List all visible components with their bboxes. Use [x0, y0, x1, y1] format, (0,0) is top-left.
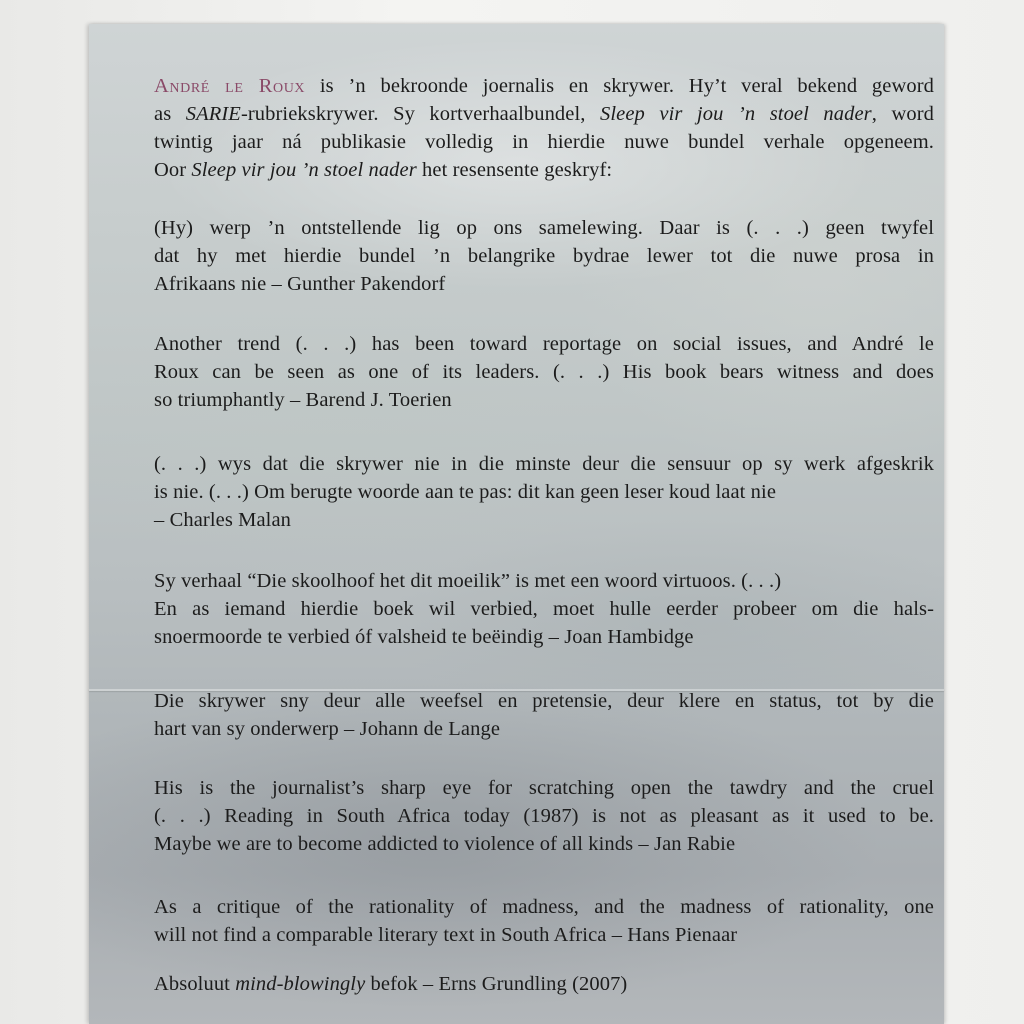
quote-line: hart van sy onderwerp – Johann de Lange — [154, 718, 501, 740]
quote-line: so triumphantly – Barend J. Toerien — [154, 389, 452, 411]
quote-line: Sy verhaal “Die skoolhoof het dit moeilik” is met een woord virtuoos. (. . .) — [154, 570, 782, 592]
quote-line: will not find a comparable literary text in South Africa – Hans Pienaar — [154, 924, 738, 946]
quote-line: (Hy) werp ’n ontstellende lig op ons samelewing. Daar is (. . .) geen twyfel — [154, 217, 934, 239]
review-quote — [154, 450, 934, 534]
book-back-cover — [89, 24, 944, 1024]
blurb-line-2: as SARIE-rubriekskrywer. Sy kortverhaalbundel, Sleep vir jou ’n stoel nader, word — [154, 103, 934, 125]
quote-line: (. . .) Reading in South Africa today (1987) is not as pleasant as it used to be. — [154, 805, 934, 827]
blurb-line-1: André le Roux is ’n bekroonde joernalis en skrywer. Hy’t veral bekend geword — [154, 75, 934, 97]
author-blurb — [154, 72, 934, 184]
author-name: André le Roux — [154, 75, 306, 97]
quote-line: Absoluut mind-blowingly befok – Erns Grundling (2007) — [154, 973, 628, 995]
review-quote — [154, 774, 934, 858]
blurb-line-3: twintig jaar ná publikasie volledig in hierdie nuwe bundel verhale opgeneem. — [154, 131, 934, 153]
quote-line: snoermoorde te verbied óf valsheid te beëindig – Joan Hambidge — [154, 626, 694, 648]
review-quote — [154, 567, 934, 651]
quote-line: As a critique of the rationality of madness, and the madness of rationality, one — [154, 896, 934, 918]
quote-line: Roux can be seen as one of its leaders. (. . .) His book bears witness and does — [154, 361, 934, 383]
quote-line: His is the journalist’s sharp eye for scratching open the tawdry and the cruel — [154, 777, 934, 799]
quote-line: Maybe we are to become addicted to violence of all kinds – Jan Rabie — [154, 833, 736, 855]
quote-line: Die skrywer sny deur alle weefsel en pretensie, deur klere en status, tot by die — [154, 690, 934, 712]
review-quote — [154, 687, 934, 743]
quote-line: (. . .) wys dat die skrywer nie in die minste deur die sensuur op sy werk afgeskrik — [154, 453, 934, 475]
quote-line: En as iemand hierdie boek wil verbied, moet hulle eerder probeer om die hals- — [154, 598, 934, 620]
blurb-line-4: Oor Sleep vir jou ’n stoel nader het resensente geskryf: — [154, 159, 613, 181]
review-quote — [154, 330, 934, 414]
review-quote — [154, 214, 934, 298]
quote-line: Afrikaans nie – Gunther Pakendorf — [154, 273, 446, 295]
final-review-quote — [154, 970, 934, 998]
review-quote — [154, 893, 934, 949]
quote-line: Another trend (. . .) has been toward reportage on social issues, and André le — [154, 333, 934, 355]
quote-line: dat hy met hierdie bundel ’n belangrike bydrae lewer tot die nuwe prosa in — [154, 245, 934, 267]
quote-line: – Charles Malan — [154, 509, 291, 531]
quote-line: is nie. (. . .) Om berugte woorde aan te pas: dit kan geen leser koud laat nie — [154, 481, 777, 503]
